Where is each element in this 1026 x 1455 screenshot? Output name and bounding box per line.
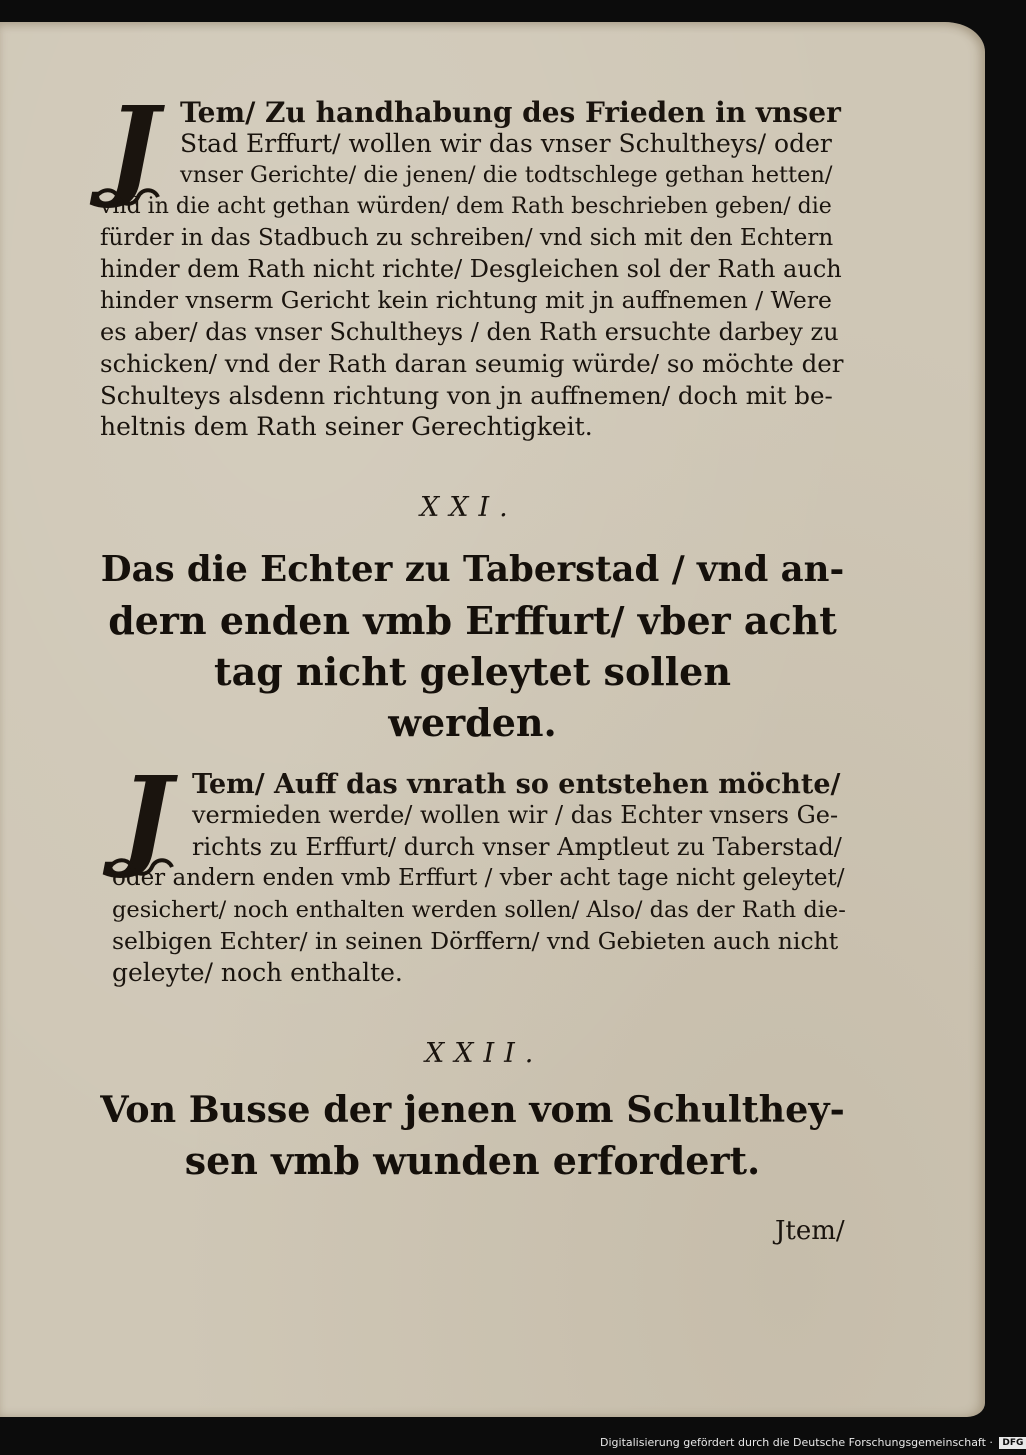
heading-line: dern enden vmb Erffurt/ vber acht (108, 598, 837, 643)
text-line: hinder dem Rath nicht richte/ Desgleichen sol der Rath auch (100, 255, 842, 284)
text-line: heltnis dem Rath seiner Gerechtigkeit. (100, 412, 593, 442)
heading-line: sen vmb wunden erfordert. (184, 1138, 761, 1183)
text-line: richts zu Erffurt/ durch vnser Amptleut zu Taberstad/ (192, 832, 842, 861)
text-line: selbigen Echter/ in seinen Dörffern/ vnd Gebieten auch nicht (112, 927, 839, 956)
text-line: vnser Gerichte/ die jenen/ die todtschlege gethan hetten/ (180, 161, 833, 188)
text-line: schicken/ vnd der Rath daran seumig würde/ so möchte der (100, 349, 844, 379)
section-heading (100, 1084, 845, 1186)
text-line: fürder in das Stadbuch zu schreiben/ vnd sich mit den Echtern (100, 224, 834, 251)
text-line: Tem/ Zu handhabung des Frieden in vnser (180, 96, 841, 129)
text-line: Stad Erffurt/ wollen wir das vnser Schultheys/ oder (180, 129, 832, 159)
text-line: hinder vnserm Gericht kein richtung mit jn auffnemen / Were (100, 286, 832, 315)
dfg-logo: DFG (999, 1437, 1026, 1449)
heading-line: tag nicht geleytet sollen (214, 649, 731, 694)
paragraph-article-21 (112, 769, 847, 989)
heading-line: Von Busse der jenen vom Schulthey- (100, 1088, 845, 1131)
section-number: XXII. (425, 1038, 544, 1069)
paragraph-article-20 (100, 97, 845, 442)
text-line: Tem/ Auff das vnrath so entstehen möchte/ (192, 769, 841, 800)
book-page (0, 22, 985, 1417)
heading-line: Das die Echter zu Taberstad / vnd an- (100, 549, 845, 590)
section-heading (100, 544, 845, 748)
section-number: XXI. (420, 492, 518, 523)
catchword: Jtem/ (775, 1216, 845, 1246)
text-line: vermieden werde/ wollen wir / das Echter vnsers Ge- (192, 801, 839, 830)
text-line: oder andern enden vmb Erffurt / vber acht tage nicht geleytet/ (112, 865, 845, 892)
credit-text: Digitalisierung gefördert durch die Deutsche Forschungsgemeinschaft · (600, 1436, 993, 1449)
digitization-credit (600, 1434, 1024, 1452)
dropcap-letter: J (119, 752, 173, 881)
text-line: Schulteys alsdenn richtung von jn auffnemen/ doch mit be- (100, 380, 833, 410)
dropcap-letter: J (106, 82, 160, 211)
text-line: geleyte/ noch enthalte. (112, 958, 403, 988)
text-line: vnd in die acht gethan würden/ dem Rath beschrieben geben/ die (100, 194, 832, 220)
text-line: es aber/ das vnser Schultheys / den Rath ersuchte darbey zu (100, 317, 839, 346)
heading-line: werden. (388, 700, 557, 745)
text-line: gesichert/ noch enthalten werden sollen/ Also/ das der Rath die- (112, 896, 846, 923)
